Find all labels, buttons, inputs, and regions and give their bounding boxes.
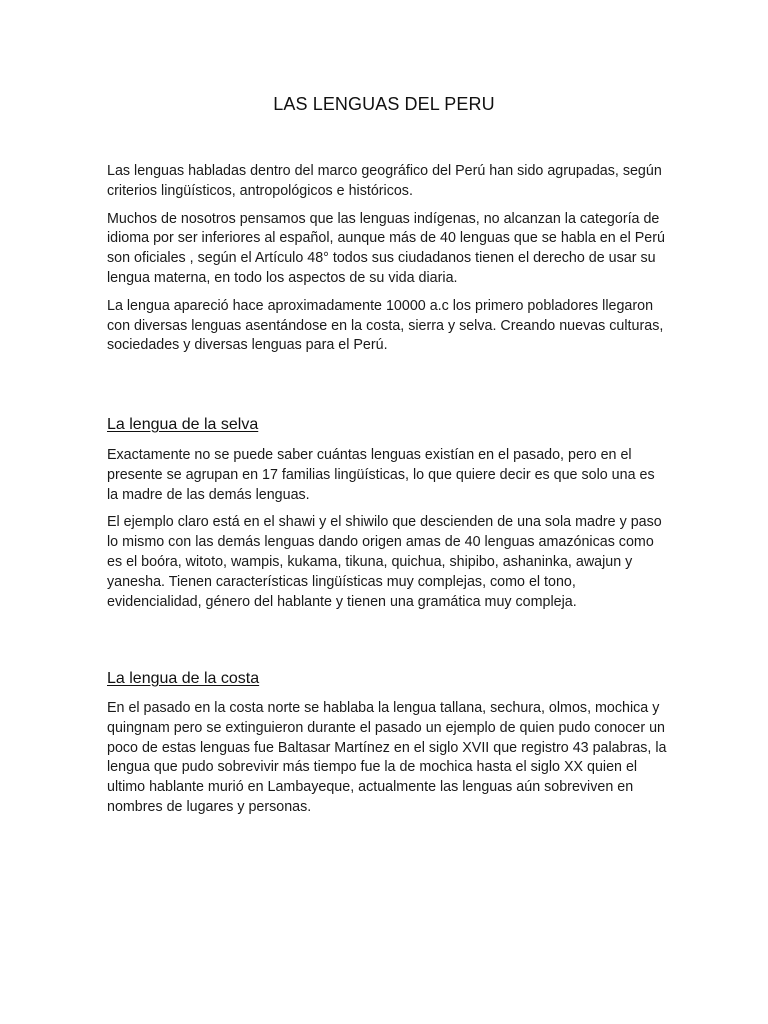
costa-paragraph-1: En el pasado en la costa norte se hablaba la lengua tallana, sechura, olmos, mochica y quingnam pero se extinguieron durante el pasado un ejemplo de quien pudo conocer un poco de estas lenguas fue Baltasar Martínez en el siglo XVII que registro 43 palabras, la lengua que pudo sobrevivir más tiempo fue la de mochica hasta el siglo XX quien el ultimo hablante murió en Lambayeque, actualmente las lenguas aún sobreviven en nombres de lugares y personas. bbox=[107, 700, 667, 815]
selva-paragraph-2: El ejemplo claro está en el shawi y el shiwilo que descienden de una sola madre y paso lo mismo con las demás lenguas dando origen amas de 40 lenguas amazónicas como es el boóra, witoto, wampis, kukama, tikuna, quichua, shipibo, ashaninka, awajun y yanesha. Tienen características lingüísticas muy complejas, como el tono, evidencialidad, género del hablante y tienen una gramática muy compleja. bbox=[107, 514, 662, 610]
section-selva bbox=[107, 446, 667, 612]
section-heading-selva: La lengua de la selva bbox=[107, 416, 259, 433]
section-heading-costa: La lengua de la costa bbox=[107, 670, 260, 687]
document-title: LAS LENGUAS DEL PERU bbox=[273, 94, 495, 114]
intro-section bbox=[107, 162, 667, 356]
section-costa bbox=[107, 699, 667, 818]
selva-paragraph-1: Exactamente no se puede saber cuántas lenguas existían en el pasado, pero en el presente se agrupan en 17 familias lingüísticas, lo que quiere decir es que solo una es la madre de las demás lenguas. bbox=[107, 447, 655, 503]
intro-paragraph-1: Las lenguas habladas dentro del marco geográfico del Perú han sido agrupadas, según criterios lingüísticos, antropológicos e históricos. bbox=[107, 163, 662, 199]
intro-paragraph-3: La lengua apareció hace aproximadamente 10000 a.c los primero pobladores llegaron con diversas lenguas asentándose en la costa, sierra y selva. Creando nuevas culturas, sociedades y diversas lenguas para el Perú. bbox=[107, 297, 664, 354]
intro-paragraph-2: Muchos de nosotros pensamos que las lenguas indígenas, no alcanzan la categoría de idioma por ser inferiores al español, aunque más de 40 lenguas que se habla en el Perú son oficiales , según el Artículo 48° todos sus ciudadanos tienen el derecho de usar su lengua materna, en todo los aspectos de su vida diaria. bbox=[107, 210, 665, 286]
